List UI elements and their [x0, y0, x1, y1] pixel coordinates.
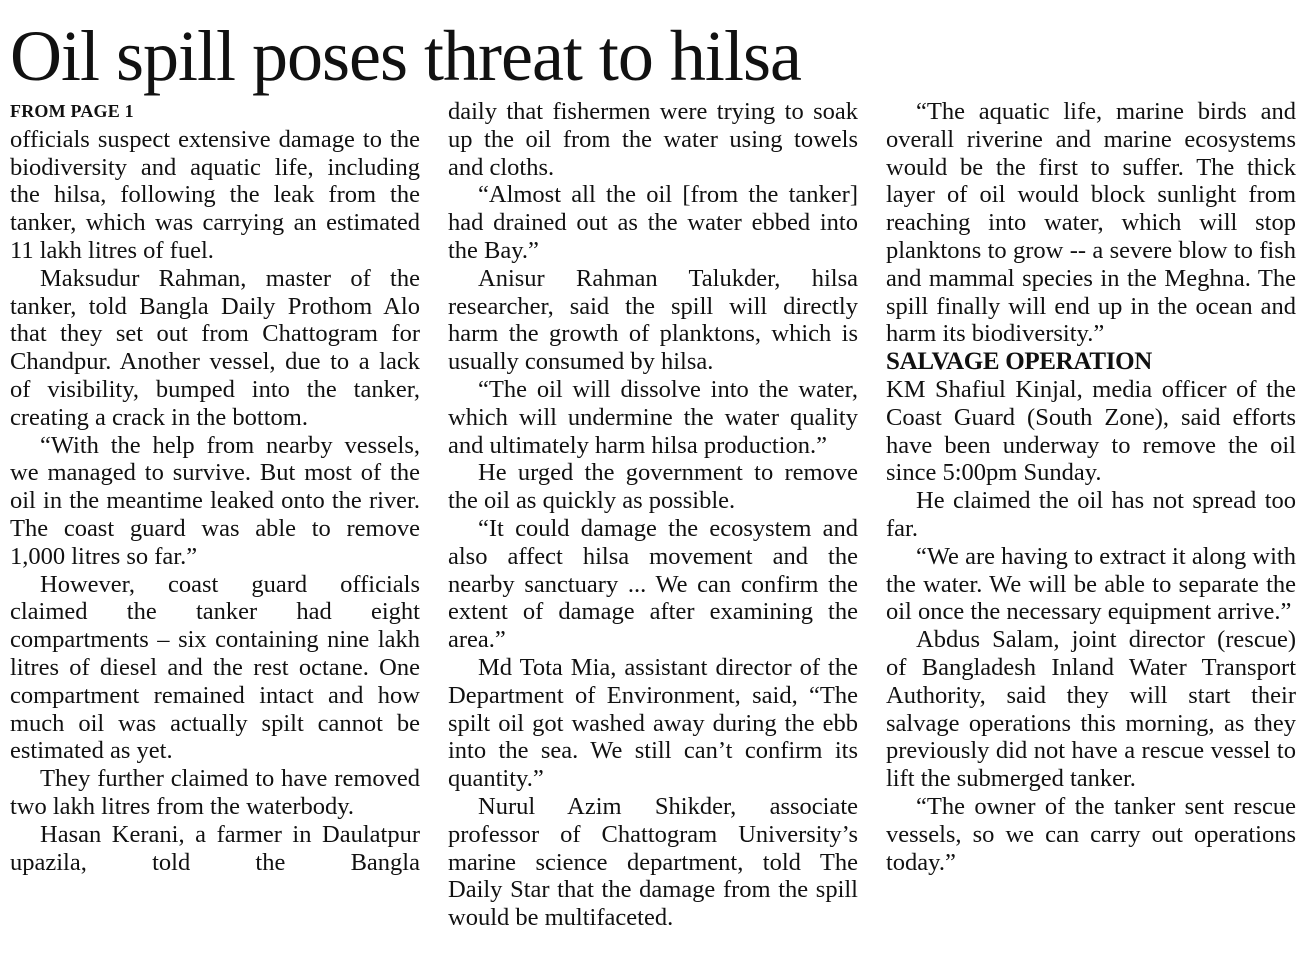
paragraph: Md Tota Mia, assistant director of the Department of Environment, said, “The spilt oil got washed away during the ebb into the sea. We still can’t confirm its quantity.” [448, 653, 858, 793]
paragraph: “The oil will dissolve into the water, which will undermine the water quality and ultimately harm hilsa production.” [448, 375, 858, 459]
paragraph: “The owner of the tanker sent rescue vessels, so we can carry out operations today.” [886, 792, 1296, 876]
paragraph: “It could damage the ecosystem and also affect hilsa movement and the nearby sanctuary ... We can confirm the extent of damage after examining the area.” [448, 514, 858, 654]
paragraph: They further claimed to have removed two lakh litres from the waterbody. [10, 765, 420, 820]
paragraph: However, coast guard officials claimed the tanker had eight compartments – six containing nine lakh litres of diesel and the rest octane. One compartment remained intact and how much oil was actually spilt cannot be estimated as yet. [10, 570, 420, 765]
paragraph: Abdus Salam, joint director (rescue) of Bangladesh Inland Water Transport Authority, said they will start their salvage operations this morning, as they previously did not have a rescue vessel to lift the submerged tanker. [886, 626, 1296, 793]
headline: Oil spill poses threat to hilsa [10, 16, 801, 96]
continued-from-label: FROM PAGE 1 [10, 101, 134, 121]
column-2 [448, 98, 858, 932]
paragraph: daily that fishermen were trying to soak up the oil from the water using towels and cloths. [448, 98, 858, 181]
paragraph: officials suspect extensive damage to the biodiversity and aquatic life, including the hilsa, following the leak from the tanker, which was carrying an estimated 11 lakh litres of fuel. [10, 125, 420, 264]
paragraph: “We are having to extract it along with the water. We will be able to separate the oil once the necessary equipment arrive.” [886, 542, 1296, 626]
paragraph: He urged the government to remove the oil as quickly as possible. [448, 459, 858, 515]
paragraph: Nurul Azim Shikder, associate professor of Chattogram University’s marine science department, told The Daily Star that the damage from the spill would be multifaceted. [448, 792, 858, 932]
section-subhead: SALVAGE OPERATION [886, 348, 1153, 376]
paragraph: KM Shafiul Kinjal, media officer of the Coast Guard (South Zone), said efforts have been underway to remove the oil since 5:00pm Sunday. [886, 375, 1296, 487]
paragraph: “With the help from nearby vessels, we managed to survive. But most of the oil in the meantime leaked onto the river. The coast guard was able to remove 1,000 litres so far.” [10, 431, 420, 570]
column-1 [10, 98, 420, 876]
paragraph: Hasan Kerani, a farmer in Daulatpur upazila, told the Bangla [10, 820, 420, 876]
paragraph: “The aquatic life, marine birds and overall riverine and marine ecosystems would be the first to suffer. The thick layer of oil would block sunlight from reaching into water, which will stop planktons to grow -- a severe blow to fish and mammal species in the Meghna. The spill finally will end up in the ocean and harm its biodiversity.” [886, 98, 1296, 348]
column-3 [886, 98, 1296, 876]
paragraph: Maksudur Rahman, master of the tanker, told Bangla Daily Prothom Alo that they set out from Chattogram for Chandpur. Another vessel, due to a lack of visibility, bumped into the tanker, creating a crack in the bottom. [10, 264, 420, 431]
paragraph: He claimed the oil has not spread too far. [886, 487, 1296, 542]
paragraph: Anisur Rahman Talukder, hilsa researcher, said the spill will directly harm the growth of planktons, which is usually consumed by hilsa. [448, 264, 858, 376]
paragraph: “Almost all the oil [from the tanker] had drained out as the water ebbed into the Bay.” [448, 181, 858, 264]
